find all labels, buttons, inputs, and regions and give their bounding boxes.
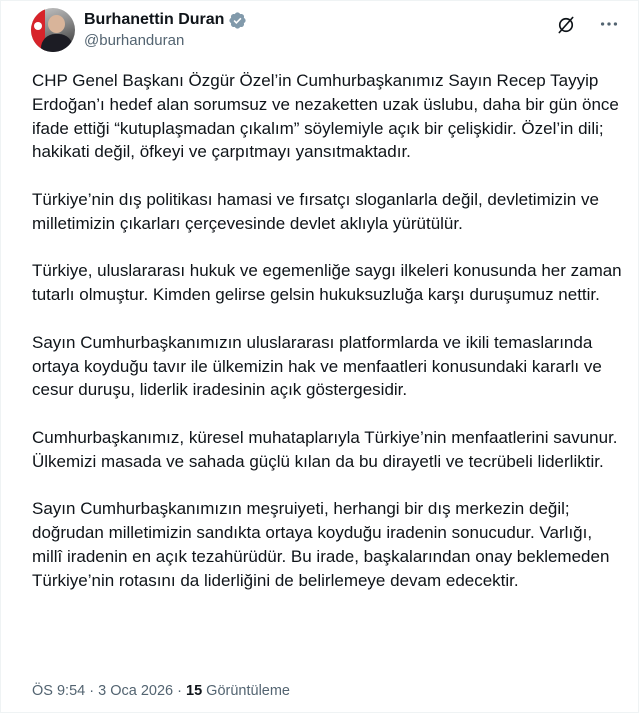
tweet-paragraph: CHP Genel Başkanı Özgür Özel’in Cumhurbaşkanımız Sayın Recep Tayyip Erdoğan’ı hedef alan sorumsuz ve nezaketten uzak üslubu, daha bir gün önce ifade ettiği “kutuplaşmadan çıkalım” söylemiyle açık bir çelişkidir. Özel’in dili; hakikati değil, öfkeyi ve çarpıtmayı yansıtmaktadır.	[32, 71, 619, 162]
tweet-paragraph: Sayın Cumhurbaşkanımızın uluslararası platformlarda ve ikili temaslarında ortaya koyduğu tavır ile ülkemizin hak ve menfaatleri konusundaki kararlı ve cesur duruşu, liderlik iradesinin açık göstergesidir.	[32, 332, 602, 400]
author-name[interactable]: Burhanettin Duran	[84, 11, 225, 28]
avatar[interactable]	[31, 8, 75, 52]
separator: ·	[177, 683, 182, 699]
views-label: Görüntüleme	[206, 683, 290, 699]
tweet-date[interactable]: 3 Oca 2026	[98, 683, 174, 699]
grok-icon[interactable]	[556, 15, 576, 35]
separator: ·	[89, 683, 95, 699]
verified-badge-icon[interactable]	[228, 11, 247, 30]
author-handle[interactable]: @burhanduran	[84, 32, 185, 49]
tweet-paragraph: Türkiye’nin dış politikası hamasi ve fırsatçı sloganlarla değil, devletimizin ve milletimizin çıkarları çerçevesinde devlet aklıyla yürütülür.	[32, 189, 599, 233]
tweet-paragraph: Cumhurbaşkanımız, küresel muhataplarıyla Türkiye’nin menfaatlerini savunur. Ülkemizi masada ve sahada güçlü kılan da bu dirayetli ve tecrübeli liderliktir.	[32, 427, 618, 471]
tweet-time[interactable]: ÖS 9:54	[32, 683, 86, 699]
views-count: 15	[186, 683, 203, 699]
tweet-text	[32, 69, 622, 593]
tweet-paragraph: Sayın Cumhurbaşkanımızın meşruiyeti, herhangi bir dış merkezin değil; doğrudan milletimizin sandıkta ortaya koyduğu iradenin sonucudur. Varlığı, millî iradenin en açık tezahürüdür. Bu irade, başkalarından onay beklemeden Türkiye’nin rotasını da liderliğini de belirlemeye devam edecektir.	[32, 499, 610, 590]
tweet-meta	[32, 681, 290, 701]
tweet-paragraph: Türkiye, uluslararası hukuk ve egemenliğe saygı ilkeleri konusunda her zaman tutarlı olmuştur. Kimden gelirse gelsin hukuksuzluğa karşı duruşumuz nettir.	[32, 261, 622, 305]
author-row	[84, 10, 247, 30]
more-options-icon[interactable]	[598, 13, 620, 35]
